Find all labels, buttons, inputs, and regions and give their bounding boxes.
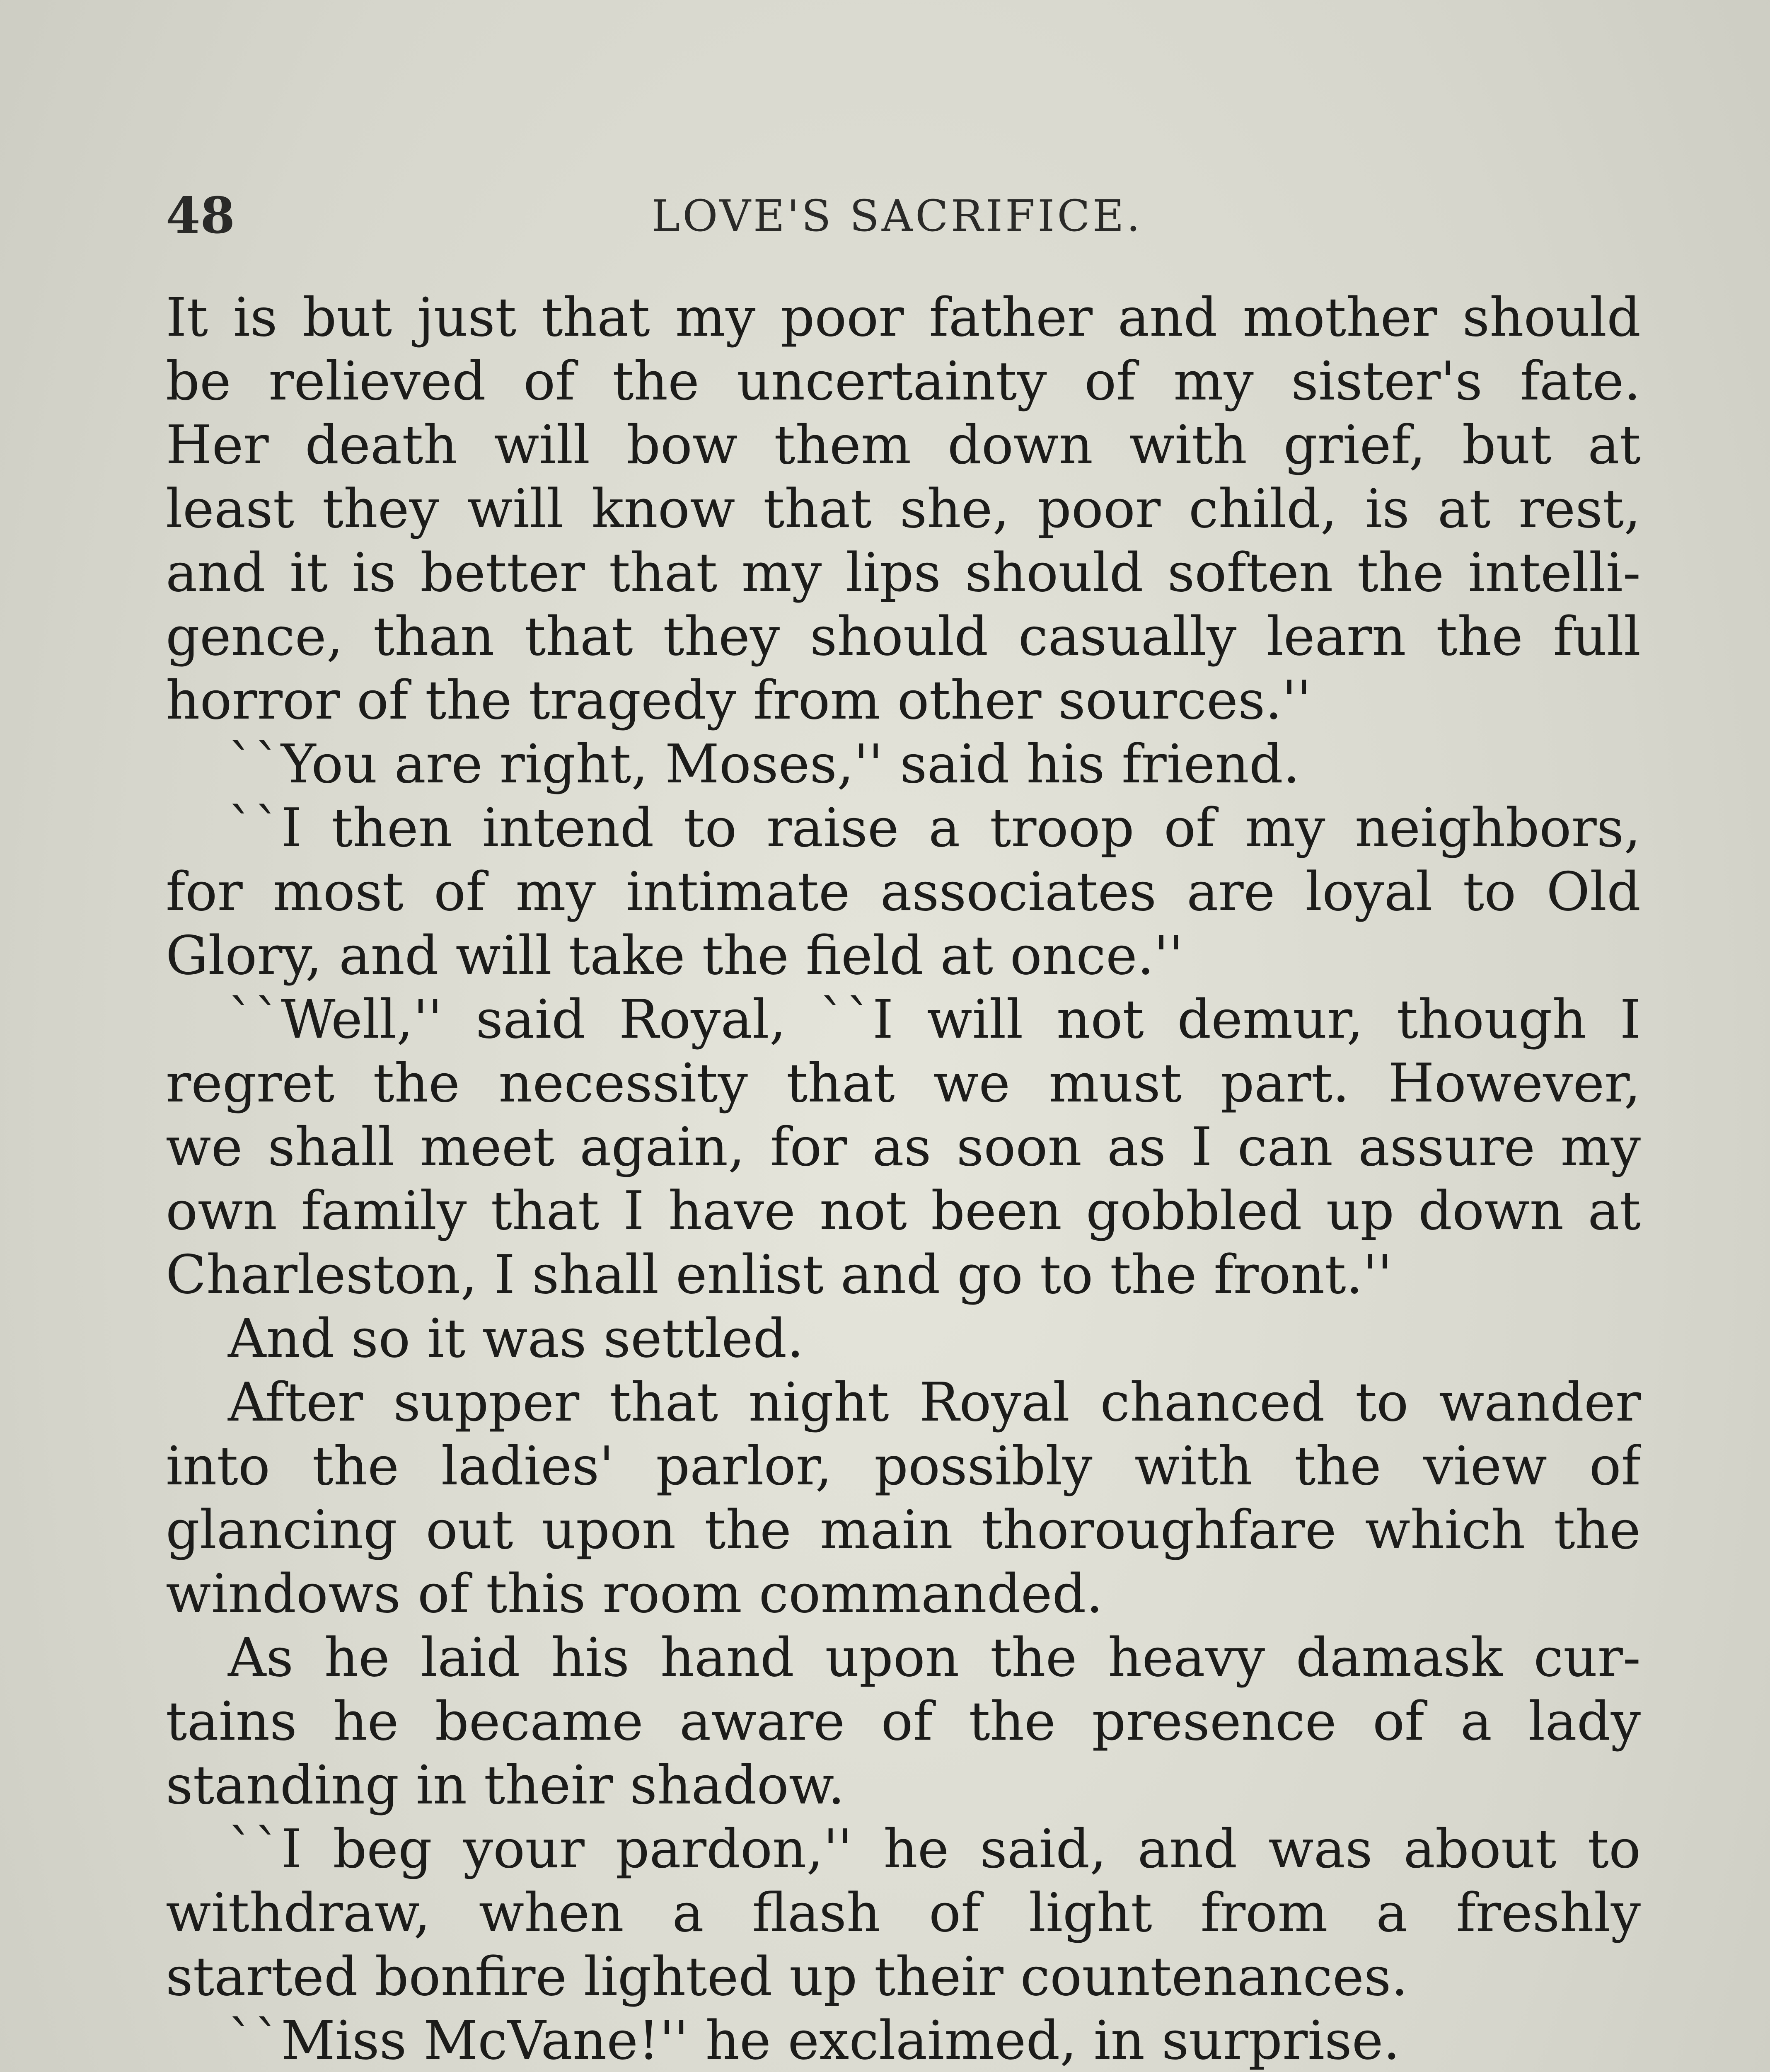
text-line: ``I then intend to raise a troop of my neighbors,: [228, 797, 1641, 859]
text-line: into the ladies' parlor, possibly with the view of: [166, 1435, 1641, 1497]
running-title: LOVE'S SACRIFICE.: [651, 191, 1143, 241]
text-line: standing in their shadow.: [166, 1755, 845, 1816]
text-line: be relieved of the uncertainty of my sister's fate.: [166, 351, 1641, 412]
text-line: own family that I have not been gobbled up down at: [166, 1180, 1641, 1242]
text-line: we shall meet again, for as soon as I can assure my: [166, 1116, 1641, 1178]
text-line: Glory, and will take the field at once.'': [166, 925, 1183, 987]
text-line: windows of this room commanded.: [166, 1563, 1103, 1625]
text-line: tains he became aware of the presence of a lady: [166, 1691, 1641, 1752]
running-head: [166, 166, 1628, 245]
text-line: least they will know that she, poor child, is at rest,: [166, 478, 1641, 540]
body-text: [166, 286, 1641, 2072]
text-line: Charleston, I shall enlist and go to the front.'': [166, 1244, 1392, 1306]
text-line: glancing out upon the main thoroughfare which the: [166, 1499, 1641, 1561]
text-line: gence, than that they should casually learn the full: [166, 606, 1641, 668]
text-line: And so it was settled.: [228, 1308, 804, 1370]
text-line: for most of my intimate associates are loyal to Old: [166, 861, 1641, 923]
text-line: and it is better that my lips should soften the intelli-: [166, 542, 1641, 604]
text-line: horror of the tragedy from other sources.'': [166, 670, 1311, 731]
text-line: After supper that night Royal chanced to wander: [228, 1372, 1641, 1433]
text-line: It is but just that my poor father and mother should: [166, 287, 1641, 349]
text-line: As he laid his hand upon the heavy damask cur-: [228, 1627, 1641, 1689]
page-number: 48: [166, 186, 235, 245]
text-line: started bonfire lighted up their countenances.: [166, 1946, 1408, 2008]
text-line: withdraw, when a flash of light from a freshly: [166, 1882, 1641, 1944]
text-line: regret the necessity that we must part. However,: [166, 1053, 1641, 1114]
text-line: ``I beg your pardon,'' he said, and was about to: [228, 1818, 1641, 1880]
text-line: ``Well,'' said Royal, ``I will not demur, though I: [228, 989, 1641, 1051]
text-line: ``Miss McVane!'' he exclaimed, in surprise.: [228, 2010, 1400, 2072]
text-line: ``You are right, Moses,'' said his friend.: [228, 733, 1300, 795]
text-line: Her death will bow them down with grief, but at: [166, 414, 1641, 476]
